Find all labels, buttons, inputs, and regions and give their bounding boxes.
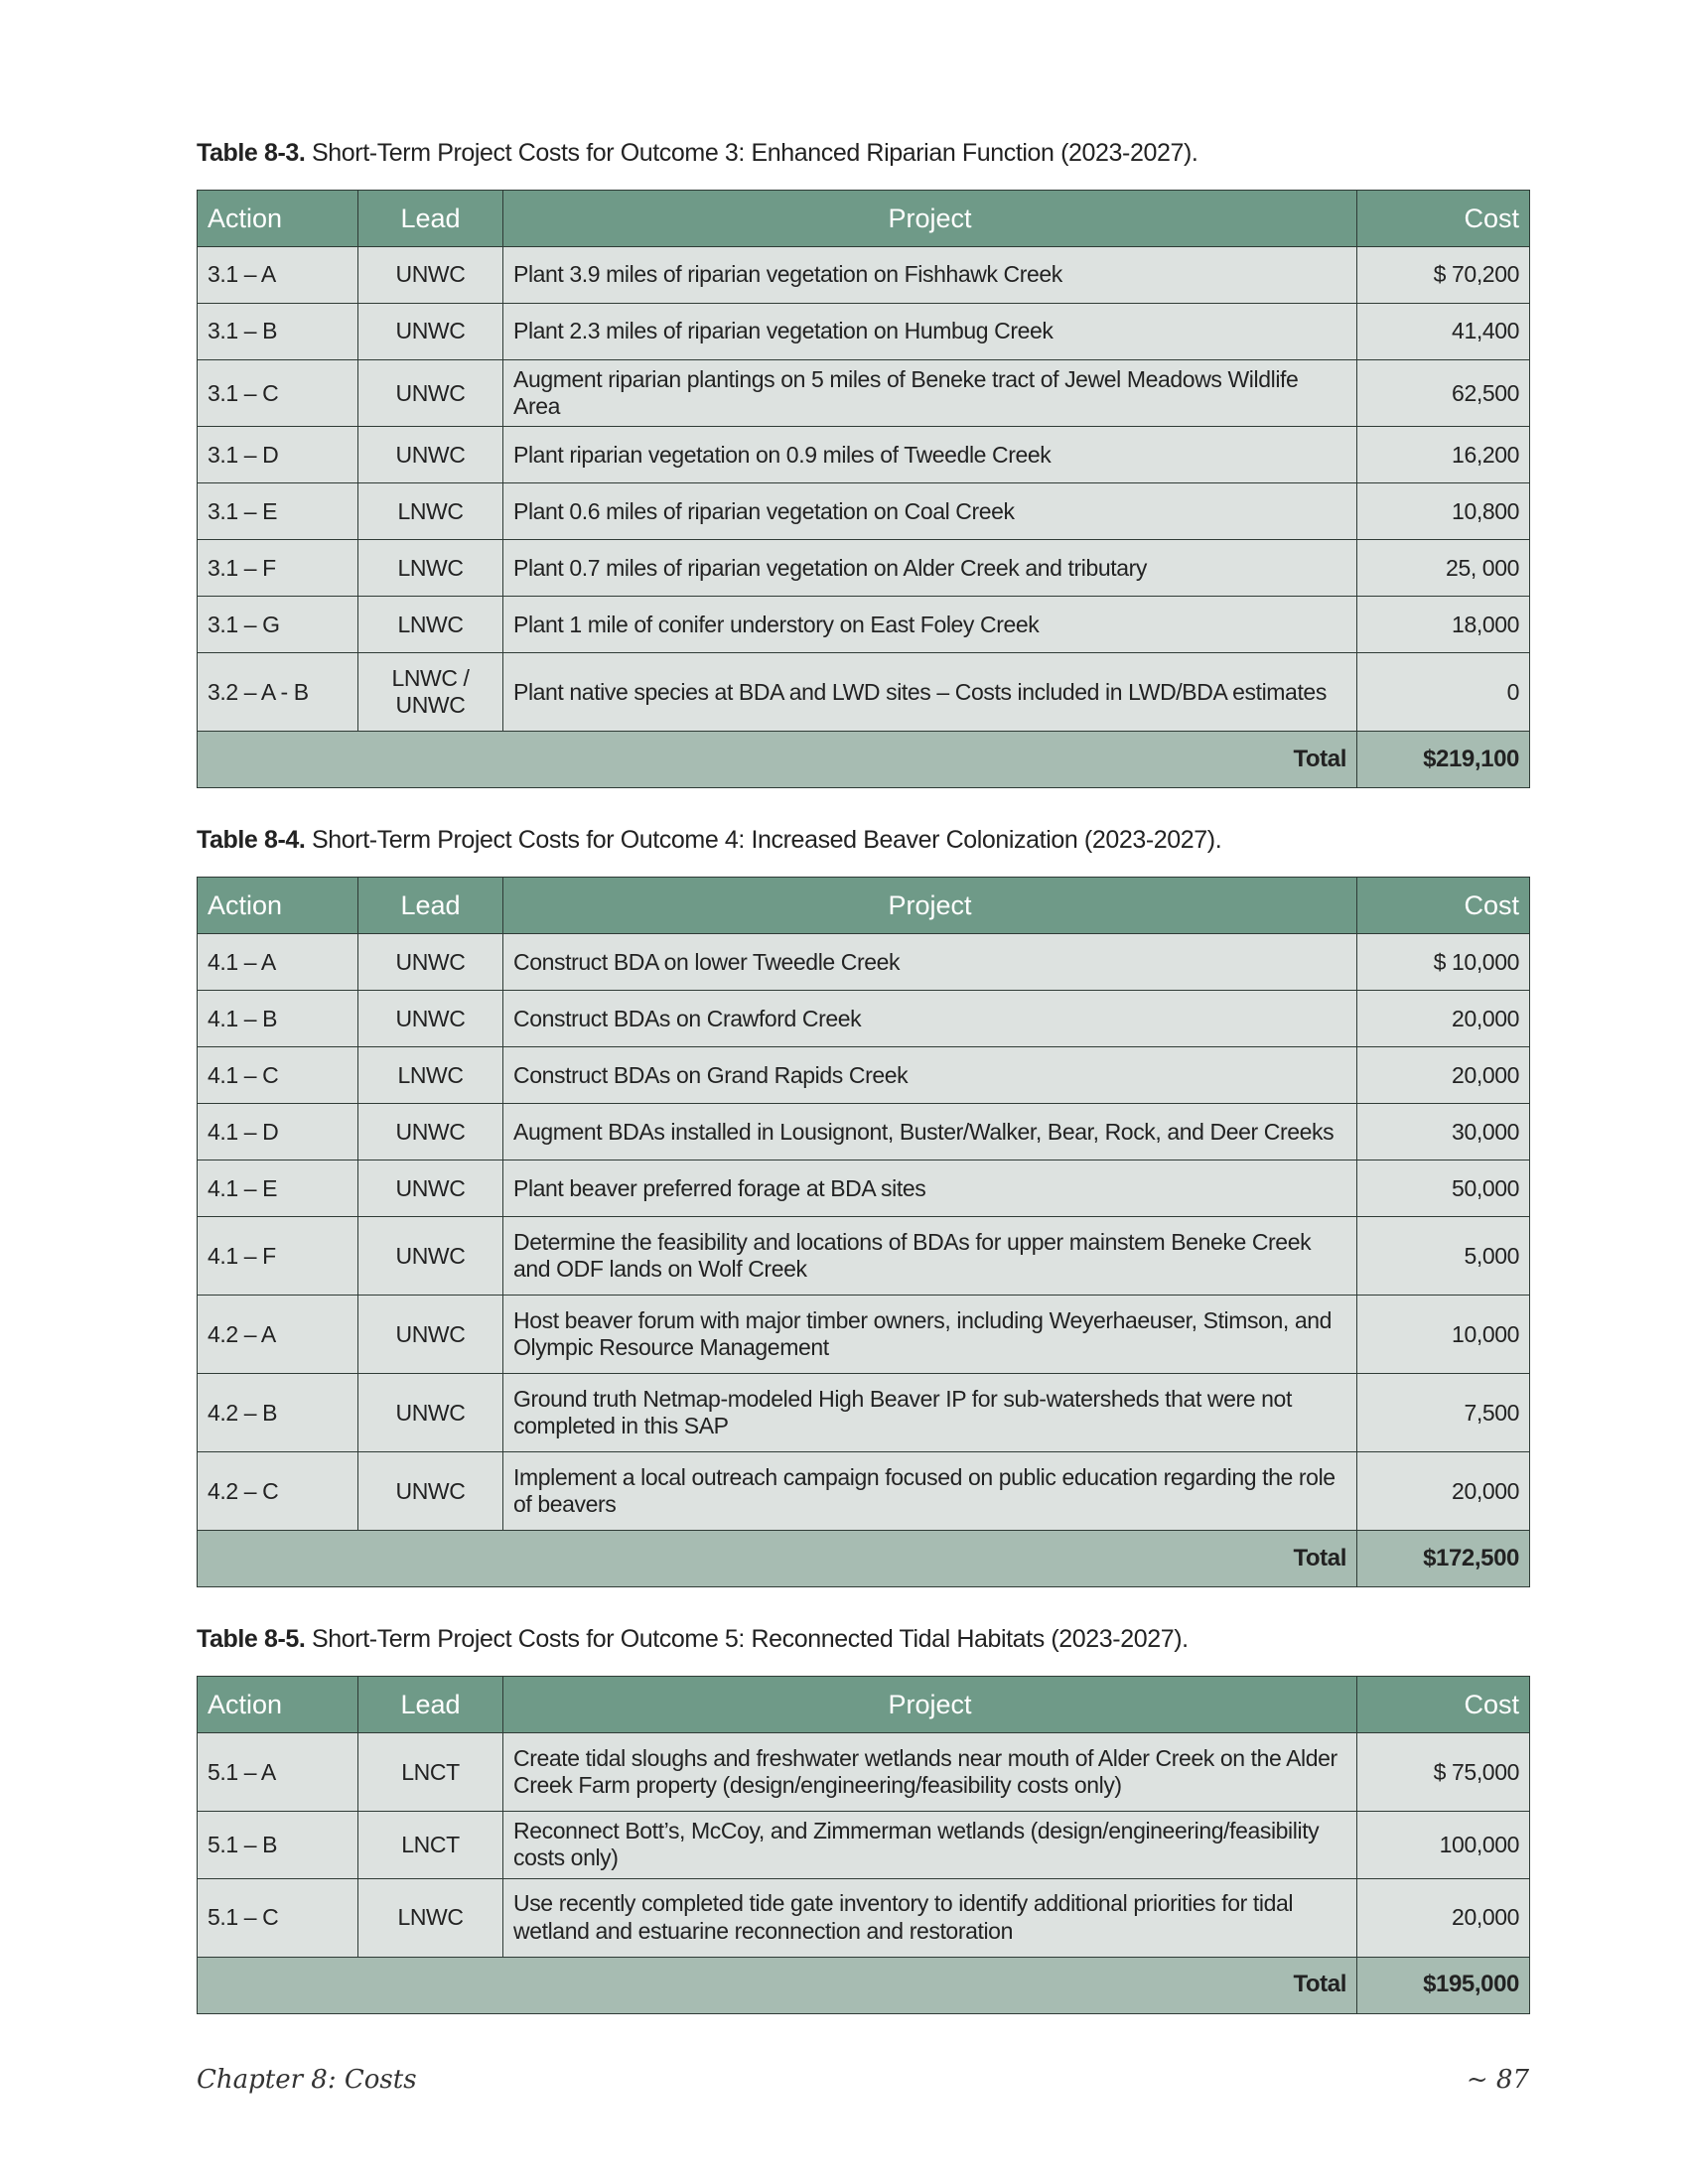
table-block-8-5 [197,1625,1529,2013]
table-row [198,991,1530,1047]
table-row [198,427,1530,483]
cell-action: 4.1 – B [198,991,358,1047]
cell-action: 4.1 – E [198,1160,358,1217]
total-row [198,732,1530,788]
table-block-8-4 [197,826,1529,1587]
total-value: $219,100 [1357,732,1530,788]
header-cost: Cost [1357,878,1530,934]
cell-cost: 25, 000 [1357,540,1530,597]
cell-cost: 62,500 [1357,360,1530,427]
cell-cost: 20,000 [1357,1047,1530,1104]
footer-chapter: Chapter 8: Costs [197,2065,417,2095]
total-row [198,1957,1530,2013]
total-row [198,1531,1530,1587]
header-cost: Cost [1357,1677,1530,1733]
cell-lead: UNWC [358,1374,503,1452]
cell-lead: UNWC [358,304,503,360]
cell-cost: 20,000 [1357,1452,1530,1531]
cost-table-8-5 [197,1676,1530,2013]
cell-lead: LNWC [358,483,503,540]
cell-project: Plant 1 mile of conifer understory on East Foley Creek [503,597,1357,653]
cell-project: Create tidal sloughs and freshwater wetlands near mouth of Alder Creek on the Alder Creek Farm property (design/engineering/feasibility costs only) [503,1733,1357,1812]
cell-project: Use recently completed tide gate inventory to identify additional priorities for tidal wetland and estuarine reconnection and restoration [503,1878,1357,1957]
cell-lead: LNWC [358,1878,503,1957]
header-cost: Cost [1357,191,1530,247]
cell-cost: 20,000 [1357,991,1530,1047]
cell-action: 5.1 – C [198,1878,358,1957]
cell-lead: UNWC [358,1296,503,1374]
cell-action: 4.2 – A [198,1296,358,1374]
cell-cost: $ 70,200 [1357,247,1530,304]
cell-lead: UNWC [358,934,503,991]
cell-cost: 7,500 [1357,1374,1530,1452]
cell-cost: $ 75,000 [1357,1733,1530,1812]
table-row [198,540,1530,597]
cell-action: 3.1 – D [198,427,358,483]
cost-table-8-3 [197,190,1530,788]
cell-cost: 18,000 [1357,597,1530,653]
total-label: Total [198,1531,1357,1587]
header-row [198,1677,1530,1733]
cell-action: 4.1 – C [198,1047,358,1104]
total-value: $195,000 [1357,1957,1530,2013]
cell-cost: 16,200 [1357,427,1530,483]
cell-project: Plant 0.6 miles of riparian vegetation on Coal Creek [503,483,1357,540]
cell-action: 4.1 – A [198,934,358,991]
cell-project: Plant 2.3 miles of riparian vegetation on Humbug Creek [503,304,1357,360]
cell-cost: $ 10,000 [1357,934,1530,991]
cell-lead: UNWC [358,1452,503,1531]
cell-project: Augment BDAs installed in Lousignont, Buster/Walker, Bear, Rock, and Deer Creeks [503,1104,1357,1160]
cell-lead: LNCT [358,1812,503,1878]
cell-project: Construct BDAs on Crawford Creek [503,991,1357,1047]
cell-project: Reconnect Bott’s, McCoy, and Zimmerman wetlands (design/engineering/feasibility costs only) [503,1812,1357,1878]
table-block-8-3 [197,139,1529,788]
footer-page-number: ~ 87 [1466,2065,1529,2095]
cost-table-8-4 [197,877,1530,1587]
table-row [198,360,1530,427]
cell-project: Construct BDA on lower Tweedle Creek [503,934,1357,991]
cell-project: Augment riparian plantings on 5 miles of Beneke tract of Jewel Meadows Wildlife Area [503,360,1357,427]
table-row [198,653,1530,732]
cell-lead: UNWC [358,360,503,427]
cell-action: 3.1 – G [198,597,358,653]
table-caption-label: Table 8-3. [197,139,306,167]
table-row [198,1733,1530,1812]
cell-lead: LNWC / UNWC [358,653,503,732]
cell-project: Plant 3.9 miles of riparian vegetation on Fishhawk Creek [503,247,1357,304]
table-row [198,1878,1530,1957]
table-caption-text: Short-Term Project Costs for Outcome 4: Increased Beaver Colonization (2023-2027). [305,826,1222,855]
cell-cost: 0 [1357,653,1530,732]
header-row [198,878,1530,934]
header-project: Project [503,1677,1357,1733]
cell-lead: UNWC [358,1217,503,1296]
cell-lead: UNWC [358,1160,503,1217]
table-row [198,1104,1530,1160]
table-caption [197,139,1529,168]
table-caption-text: Short-Term Project Costs for Outcome 3: Enhanced Riparian Function (2023-2027). [305,139,1198,167]
table-row [198,934,1530,991]
cell-project: Host beaver forum with major timber owners, including Weyerhaeuser, Stimson, and Olympic Resource Management [503,1296,1357,1374]
cell-lead: UNWC [358,427,503,483]
header-lead: Lead [358,191,503,247]
cell-action: 3.2 – A - B [198,653,358,732]
total-label: Total [198,732,1357,788]
total-label: Total [198,1957,1357,2013]
cell-cost: 20,000 [1357,1878,1530,1957]
cell-action: 4.2 – B [198,1374,358,1452]
cell-action: 4.1 – D [198,1104,358,1160]
table-row [198,304,1530,360]
cell-project: Construct BDAs on Grand Rapids Creek [503,1047,1357,1104]
cell-project: Ground truth Netmap-modeled High Beaver IP for sub-watersheds that were not completed in this SAP [503,1374,1357,1452]
table-row [198,247,1530,304]
cell-lead: UNWC [358,991,503,1047]
table-caption-label: Table 8-4. [197,826,306,855]
cell-action: 3.1 – B [198,304,358,360]
cell-lead: LNCT [358,1733,503,1812]
total-value: $172,500 [1357,1531,1530,1587]
header-lead: Lead [358,878,503,934]
table-row [198,1160,1530,1217]
header-action: Action [198,191,358,247]
cell-action: 5.1 – A [198,1733,358,1812]
cell-project: Plant 0.7 miles of riparian vegetation on Alder Creek and tributary [503,540,1357,597]
cell-project: Implement a local outreach campaign focused on public education regarding the role of beavers [503,1452,1357,1531]
cell-cost: 10,000 [1357,1296,1530,1374]
header-lead: Lead [358,1677,503,1733]
cell-lead: LNWC [358,597,503,653]
header-action: Action [198,1677,358,1733]
cell-cost: 10,800 [1357,483,1530,540]
cell-cost: 100,000 [1357,1812,1530,1878]
cell-cost: 50,000 [1357,1160,1530,1217]
cell-action: 3.1 – F [198,540,358,597]
cell-action: 4.2 – C [198,1452,358,1531]
cell-project: Plant riparian vegetation on 0.9 miles of Tweedle Creek [503,427,1357,483]
cell-cost: 5,000 [1357,1217,1530,1296]
cell-lead: LNWC [358,540,503,597]
header-row [198,191,1530,247]
table-row [198,1296,1530,1374]
cell-action: 4.1 – F [198,1217,358,1296]
cell-lead: UNWC [358,1104,503,1160]
cell-lead: UNWC [358,247,503,304]
table-caption [197,826,1529,855]
cell-project: Plant native species at BDA and LWD sites – Costs included in LWD/BDA estimates [503,653,1357,732]
table-row [198,1374,1530,1452]
table-caption-text: Short-Term Project Costs for Outcome 5: Reconnected Tidal Habitats (2023-2027). [305,1625,1189,1654]
cell-cost: 30,000 [1357,1104,1530,1160]
cell-lead: LNWC [358,1047,503,1104]
cell-action: 5.1 – B [198,1812,358,1878]
table-caption [197,1625,1529,1654]
page-content [197,139,1529,2052]
table-row [198,597,1530,653]
cell-project: Plant beaver preferred forage at BDA sites [503,1160,1357,1217]
table-row [198,1812,1530,1878]
header-action: Action [198,878,358,934]
cell-action: 3.1 – A [198,247,358,304]
header-project: Project [503,878,1357,934]
cell-project: Determine the feasibility and locations of BDAs for upper mainstem Beneke Creek and ODF lands on Wolf Creek [503,1217,1357,1296]
cell-cost: 41,400 [1357,304,1530,360]
table-row [198,1047,1530,1104]
table-row [198,1217,1530,1296]
cell-action: 3.1 – E [198,483,358,540]
table-row [198,483,1530,540]
cell-action: 3.1 – C [198,360,358,427]
table-caption-label: Table 8-5. [197,1625,306,1654]
header-project: Project [503,191,1357,247]
table-row [198,1452,1530,1531]
